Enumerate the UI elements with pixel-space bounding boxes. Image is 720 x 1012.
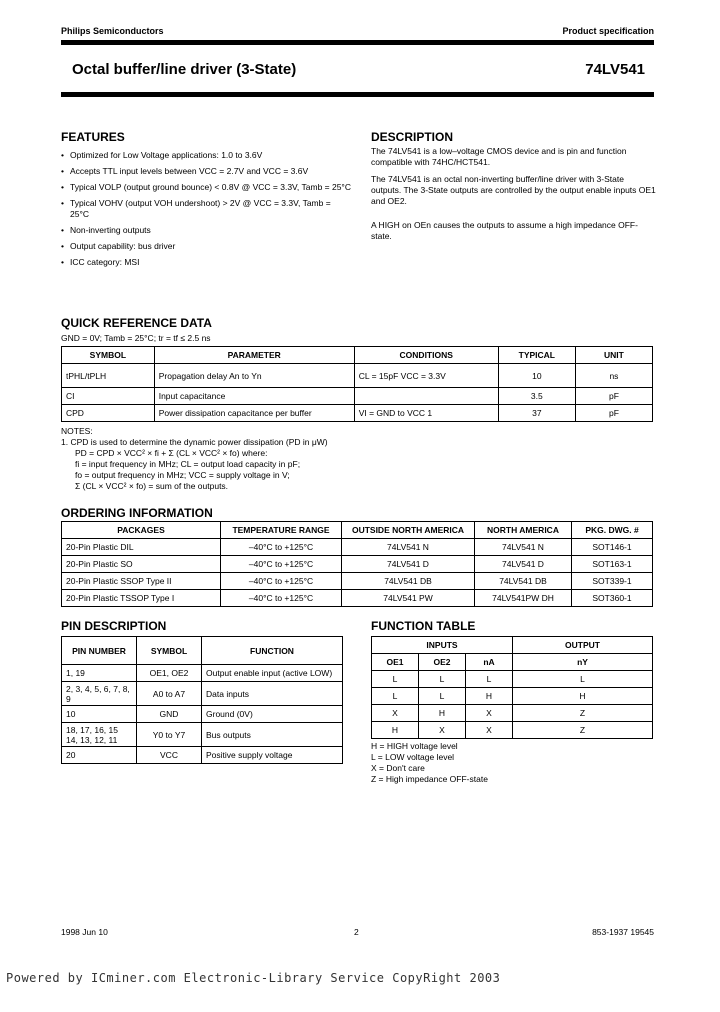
features-list bbox=[61, 150, 351, 273]
footer-date: 1998 Jun 10 bbox=[61, 927, 108, 937]
column-header: PIN NUMBER bbox=[62, 637, 137, 665]
legend-line: Z = High impedance OFF-state bbox=[371, 774, 488, 784]
pins-table bbox=[61, 636, 343, 764]
footer-page: 2 bbox=[354, 927, 359, 937]
table-row bbox=[372, 688, 653, 705]
column-header: PKG. DWG. # bbox=[572, 522, 653, 539]
column-header: SYMBOL bbox=[137, 637, 202, 665]
table-cell: –40°C to +125°C bbox=[221, 573, 342, 590]
table-cell: CL = 15pF VCC = 3.3V bbox=[354, 364, 498, 388]
table-cell: –40°C to +125°C bbox=[221, 590, 342, 607]
table-row bbox=[372, 722, 653, 739]
table-cell: 20-Pin Plastic TSSOP Type I bbox=[62, 590, 221, 607]
legend-line: H = HIGH voltage level bbox=[371, 741, 458, 751]
column-header: OUTSIDE NORTH AMERICA bbox=[342, 522, 475, 539]
description-para-3: A HIGH on OEn causes the outputs to assume a high impedance OFF-state. bbox=[371, 220, 638, 241]
table-cell: X bbox=[466, 705, 513, 722]
table-cell bbox=[354, 388, 498, 405]
table-cell: pF bbox=[575, 388, 652, 405]
column-header: CONDITIONS bbox=[354, 347, 498, 364]
top-rule bbox=[61, 40, 654, 45]
table-cell: 1, 19 bbox=[62, 665, 137, 682]
table-cell: H bbox=[419, 705, 466, 722]
table-cell: 74LV541 DB bbox=[342, 573, 475, 590]
column-header: nY bbox=[513, 654, 653, 671]
pins-heading: PIN DESCRIPTION bbox=[61, 619, 167, 633]
legend-line: L = LOW voltage level bbox=[371, 752, 455, 762]
table-cell: 20-Pin Plastic SO bbox=[62, 556, 221, 573]
table-row bbox=[62, 590, 653, 607]
qrd-notes bbox=[61, 426, 328, 492]
page-title: Octal buffer/line driver (3-State) bbox=[72, 61, 297, 78]
table-header-row bbox=[62, 637, 343, 665]
table-row bbox=[62, 723, 343, 747]
table-cell: tPHL/tPLH bbox=[62, 364, 155, 388]
table-header-row bbox=[372, 637, 653, 654]
table-cell: –40°C to +125°C bbox=[221, 539, 342, 556]
table-cell: 20-Pin Plastic SSOP Type II bbox=[62, 573, 221, 590]
table-cell: 74LV541 D bbox=[342, 556, 475, 573]
feature-item: • Typical VOLP (output ground bounce) < 0.8V @ VCC = 3.3V, Tamb = 25°C bbox=[61, 182, 351, 193]
table-cell: GND bbox=[137, 706, 202, 723]
table-cell: X bbox=[372, 705, 419, 722]
table-cell: X bbox=[466, 722, 513, 739]
table-cell: CI bbox=[62, 388, 155, 405]
table-cell: 74LV541PW DH bbox=[475, 590, 572, 607]
table-cell: 74LV541 N bbox=[342, 539, 475, 556]
note-line: 1. CPD is used to determine the dynamic power dissipation (PD in μW) bbox=[61, 437, 328, 447]
column-header: FUNCTION bbox=[202, 637, 343, 665]
column-header: OE1 bbox=[372, 654, 419, 671]
table-row bbox=[62, 665, 343, 682]
table-cell: Input capacitance bbox=[154, 388, 354, 405]
feature-item: • Typical VOHV (output VOH undershoot) > 2V @ VCC = 3.3V, Tamb = 25°C bbox=[61, 198, 351, 220]
table-cell: 10 bbox=[62, 706, 137, 723]
group-header-inputs: INPUTS bbox=[372, 637, 513, 654]
table-cell: L bbox=[372, 688, 419, 705]
doc-type: Product specification bbox=[562, 26, 654, 36]
table-row bbox=[62, 405, 653, 422]
table-cell: X bbox=[419, 722, 466, 739]
qrd-table bbox=[61, 346, 653, 422]
note-line: fo = output frequency in MHz; VCC = supply voltage in V; bbox=[75, 470, 290, 480]
table-cell: VI = GND to VCC 1 bbox=[354, 405, 498, 422]
table-cell: OE1, OE2 bbox=[137, 665, 202, 682]
column-header: TYPICAL bbox=[498, 347, 575, 364]
title-rule bbox=[61, 92, 654, 97]
ordering-heading: ORDERING INFORMATION bbox=[61, 506, 213, 520]
table-cell: 37 bbox=[498, 405, 575, 422]
note-line: PD = CPD × VCC² × fi + Σ (CL × VCC² × fo) where: bbox=[75, 448, 268, 458]
table-cell: 74LV541 DB bbox=[475, 573, 572, 590]
table-cell: Bus outputs bbox=[202, 723, 343, 747]
table-cell: H bbox=[372, 722, 419, 739]
table-cell: 2, 3, 4, 5, 6, 7, 8, 9 bbox=[62, 682, 137, 706]
footer-code: 853-1937 19545 bbox=[592, 927, 654, 937]
qrd-conditions: GND = 0V; Tamb = 25°C; tr = tf ≤ 2.5 ns bbox=[61, 333, 211, 343]
part-number: 74LV541 bbox=[585, 61, 645, 78]
column-header: NORTH AMERICA bbox=[475, 522, 572, 539]
table-cell: 20-Pin Plastic DIL bbox=[62, 539, 221, 556]
table-cell: CPD bbox=[62, 405, 155, 422]
watermark-text: Powered by ICminer.com Electronic-Library Service CopyRight 2003 bbox=[6, 971, 501, 985]
table-cell: 3.5 bbox=[498, 388, 575, 405]
table-cell: SOT163-1 bbox=[572, 556, 653, 573]
table-header-row bbox=[372, 654, 653, 671]
ftable-heading: FUNCTION TABLE bbox=[371, 619, 476, 633]
feature-item: • Optimized for Low Voltage applications: 1.0 to 3.6V bbox=[61, 150, 351, 161]
table-cell: SOT339-1 bbox=[572, 573, 653, 590]
table-header-row bbox=[62, 347, 653, 364]
table-cell: VCC bbox=[137, 747, 202, 764]
table-cell: Propagation delay An to Yn bbox=[154, 364, 354, 388]
table-row bbox=[62, 747, 343, 764]
table-cell: L bbox=[513, 671, 653, 688]
table-cell: 74LV541 N bbox=[475, 539, 572, 556]
column-header: PACKAGES bbox=[62, 522, 221, 539]
table-row bbox=[62, 364, 653, 388]
description-heading: DESCRIPTION bbox=[371, 130, 454, 144]
column-header: UNIT bbox=[575, 347, 652, 364]
table-cell: L bbox=[419, 671, 466, 688]
table-cell: L bbox=[372, 671, 419, 688]
column-header: nA bbox=[466, 654, 513, 671]
table-cell: A0 to A7 bbox=[137, 682, 202, 706]
table-cell: 10 bbox=[498, 364, 575, 388]
company-name: Philips Semiconductors bbox=[61, 26, 164, 36]
table-row bbox=[62, 706, 343, 723]
function-table bbox=[371, 636, 653, 739]
table-cell: Y0 to Y7 bbox=[137, 723, 202, 747]
table-cell: Power dissipation capacitance per buffer bbox=[154, 405, 354, 422]
feature-item: • ICC category: MSI bbox=[61, 257, 351, 268]
table-cell: 20 bbox=[62, 747, 137, 764]
table-cell: SOT360-1 bbox=[572, 590, 653, 607]
table-cell: H bbox=[513, 688, 653, 705]
table-cell: Positive supply voltage bbox=[202, 747, 343, 764]
column-header: PARAMETER bbox=[154, 347, 354, 364]
table-cell: ns bbox=[575, 364, 652, 388]
description-para-2: The 74LV541 is an octal non-inverting buffer/line driver with 3-State outputs. The 3-State outputs are controlled by the output enable inputs OE1 and OE2. bbox=[371, 174, 656, 206]
table-cell: Data inputs bbox=[202, 682, 343, 706]
table-cell: L bbox=[419, 688, 466, 705]
table-row bbox=[62, 573, 653, 590]
table-cell: L bbox=[466, 671, 513, 688]
table-cell: Z bbox=[513, 722, 653, 739]
table-row bbox=[62, 682, 343, 706]
qrd-heading: QUICK REFERENCE DATA bbox=[61, 316, 212, 330]
table-cell: Output enable input (active LOW) bbox=[202, 665, 343, 682]
table-cell: Z bbox=[513, 705, 653, 722]
table-cell: pF bbox=[575, 405, 652, 422]
table-cell: 74LV541 D bbox=[475, 556, 572, 573]
table-cell: –40°C to +125°C bbox=[221, 556, 342, 573]
group-header-output: OUTPUT bbox=[513, 637, 653, 654]
column-header: SYMBOL bbox=[62, 347, 155, 364]
ftable-legend bbox=[371, 741, 488, 785]
table-row bbox=[62, 539, 653, 556]
notes-heading: NOTES: bbox=[61, 426, 93, 436]
table-row bbox=[372, 671, 653, 688]
table-row bbox=[372, 705, 653, 722]
table-cell: 74LV541 PW bbox=[342, 590, 475, 607]
feature-item: • Output capability: bus driver bbox=[61, 241, 351, 252]
note-line: Σ (CL × VCC² × fo) = sum of the outputs. bbox=[75, 481, 229, 491]
table-header-row bbox=[62, 522, 653, 539]
note-line: fi = input frequency in MHz; CL = output load capacity in pF; bbox=[75, 459, 301, 469]
table-cell: H bbox=[466, 688, 513, 705]
legend-line: X = Don't care bbox=[371, 763, 425, 773]
description-para-1: The 74LV541 is a low–voltage CMOS device and is pin and function compatible with 74HC/HCT541. bbox=[371, 146, 627, 167]
table-cell: SOT146-1 bbox=[572, 539, 653, 556]
column-header: TEMPERATURE RANGE bbox=[221, 522, 342, 539]
table-cell: Ground (0V) bbox=[202, 706, 343, 723]
feature-item: • Accepts TTL input levels between VCC = 2.7V and VCC = 3.6V bbox=[61, 166, 351, 177]
features-heading: FEATURES bbox=[61, 130, 125, 144]
ordering-table bbox=[61, 521, 653, 607]
column-header: OE2 bbox=[419, 654, 466, 671]
feature-item: • Non-inverting outputs bbox=[61, 225, 351, 236]
table-row bbox=[62, 388, 653, 405]
table-row bbox=[62, 556, 653, 573]
table-cell: 18, 17, 16, 15 14, 13, 12, 11 bbox=[62, 723, 137, 747]
